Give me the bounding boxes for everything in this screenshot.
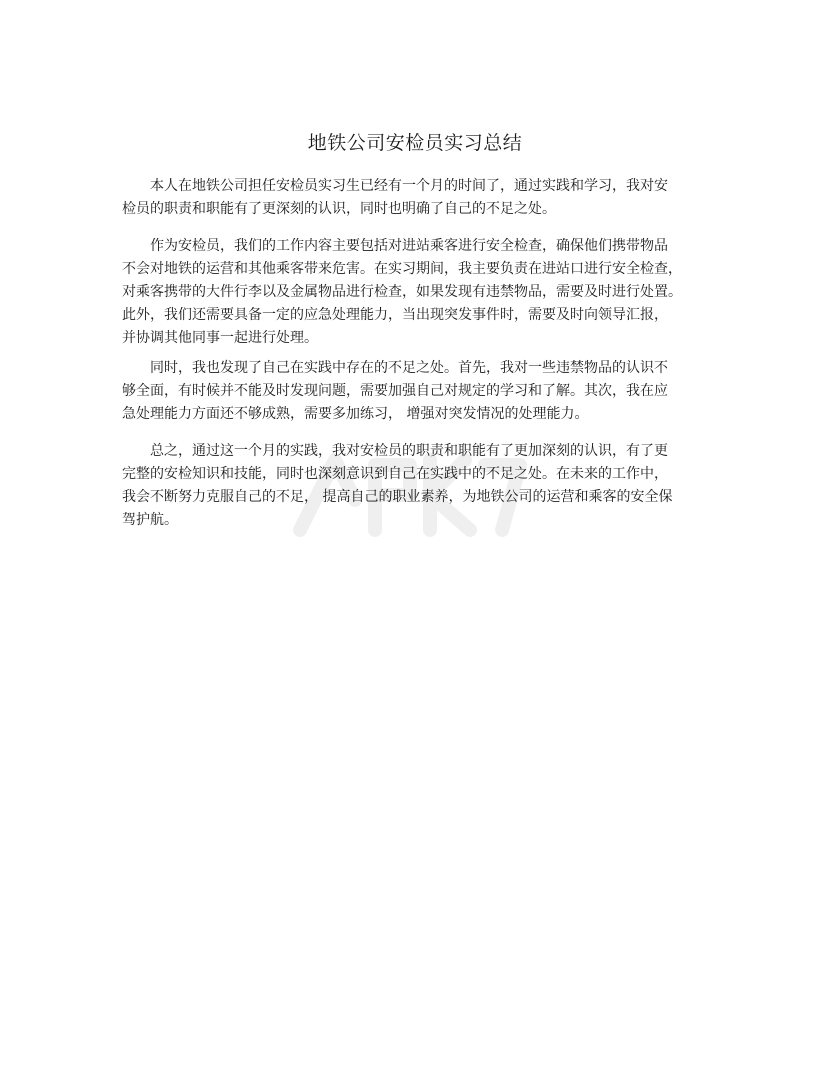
paragraph-line: 不会对地铁的运营和其他乘客带来危害。在实习期间，我主要负责在进站口进行安全检查， (122, 261, 682, 277)
paragraph-line: 同时，我也发现了自己在实践中存在的不足之处。首先，我对一些违禁物品的认识不 (150, 360, 668, 376)
paragraph-4 (122, 440, 712, 532)
document-title: 地铁公司安检员实习总结 (307, 132, 523, 154)
paragraph-line: 急处理能力方面还不够成熟，需要多加练习， 增强对突发情况的处理能力。 (122, 406, 589, 422)
paragraph-line: 此外，我们还需要具备一定的应急处理能力，当出现突发事件时，需要及时向领导汇报， (122, 307, 668, 323)
paragraph-1 (122, 175, 712, 221)
paragraph-line: 检员的职责和职能有了更深刻的认识，同时也明确了自己的不足之处。 (122, 201, 556, 217)
paragraph-3 (122, 357, 712, 426)
paragraph-line: 对乘客携带的大件行李以及金属物品进行检查，如果发现有违禁物品，需要及时进行处置。 (122, 284, 682, 300)
paragraph-line: 作为安检员，我们的工作内容主要包括对进站乘客进行安全检查，确保他们携带物品 (150, 238, 668, 254)
paragraph-line: 并协调其他同事一起进行处理。 (122, 330, 318, 346)
paragraph-line: 本人在地铁公司担任安检员实习生已经有一个月的时间了，通过实践和学习，我对安 (150, 178, 668, 194)
paragraph-2 (122, 235, 712, 350)
paragraph-line: 完整的安检知识和技能，同时也深刻意识到自己在实践中的不足之处。在未来的工作中， (122, 466, 668, 482)
paragraph-line: 我会不断努力克服自己的不足， 提高自己的职业素养，为地铁公司的运营和乘客的安全保 (122, 489, 673, 505)
paragraph-line: 驾护航。 (122, 512, 178, 528)
paragraph-line: 够全面，有时候并不能及时发现问题，需要加强自己对规定的学习和了解。其次，我在应 (122, 383, 668, 399)
paragraph-line: 总之，通过这一个月的实践，我对安检员的职责和职能有了更加深刻的认识，有了更 (150, 443, 668, 459)
